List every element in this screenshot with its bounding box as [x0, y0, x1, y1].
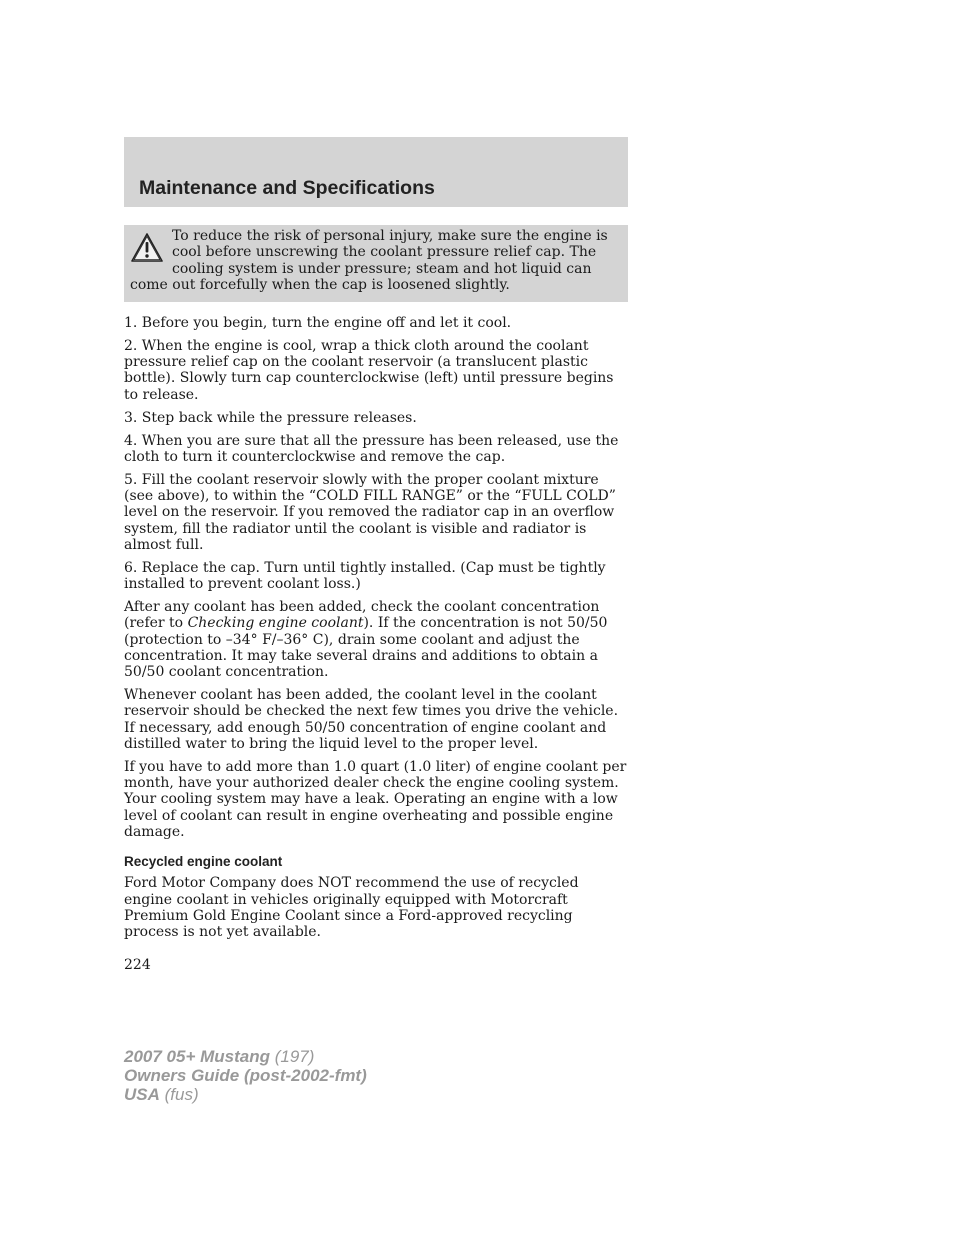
- recycled-coolant-paragraph: Ford Motor Company does NOT recommend the use of recycled engine coolant in vehicles originally equipped with Motorcraft Premium Gold Engine Coolant since a Ford-approved recycling process is not yet available.: [124, 875, 579, 941]
- step-4: 4. When you are sure that all the pressure has been released, use the cloth to turn it counterclockwise and remove the cap.: [124, 432, 619, 465]
- section-header: [124, 137, 628, 207]
- step-6: 6. Replace the cap. Turn until tightly installed. (Cap must be tightly installed to prevent coolant loss.): [124, 559, 606, 593]
- warning-triangle-icon: [130, 231, 164, 265]
- footer-line-1: [124, 1047, 367, 1066]
- concentration-paragraph: [124, 599, 630, 680]
- warning-box: [124, 225, 628, 302]
- document-footer: [124, 1047, 367, 1104]
- page-number: 224: [124, 956, 151, 973]
- step-3: 3. Step back while the pressure releases.: [124, 409, 417, 426]
- step-2: 2. When the engine is cool, wrap a thick cloth around the coolant pressure relief cap on the coolant reservoir (a translucent plastic bottle). Slowly turn cap counterclockwise (left) until pressure begins to release.: [124, 337, 614, 403]
- footer-market: USA: [124, 1085, 160, 1104]
- checking-coolant-reference: Checking engine coolant: [187, 615, 364, 632]
- footer-model-code: (197): [270, 1047, 315, 1066]
- body-content: [124, 315, 630, 973]
- coolant-leak-paragraph: If you have to add more than 1.0 quart (1.0 liter) of engine coolant per month, have your authorized dealer check the engine cooling system. Your cooling system may have a leak. Operating an engine with a low level of coolant can result in engine overheating and possible engine damage.: [124, 758, 627, 841]
- concentration-text-start: After any coolant has been added, check the coolant concentration (refer to: [124, 599, 600, 632]
- step-1: 1. Before you begin, turn the engine off and let it cool.: [124, 315, 512, 331]
- footer-guide: Owners Guide (post-2002-fmt): [124, 1066, 367, 1085]
- step-5: 5. Fill the coolant reservoir slowly with the proper coolant mixture (see above), to within the “COLD FILL RANGE” or the “FULL COLD” level on the reservoir. If you removed the radiator cap in an overflow system, fill the radiator until the coolant is visible and radiator is almost full.: [124, 471, 616, 553]
- warning-text: To reduce the risk of personal injury, make sure the engine is cool before unscrewing the coolant pressure relief cap. The cooling system is under pressure; steam and hot liquid can come out forcefully when the cap is loosened slightly.: [130, 228, 608, 293]
- footer-market-code: (fus): [159, 1085, 199, 1104]
- footer-model: 2007 05+ Mustang: [124, 1047, 270, 1066]
- concentration-text-end: ). If the concentration is not 50/50 (protection to –34° F/–36° C), drain some coolant and adjust the concentration. It may take several drains and additions to obtain a 50/50 coolant concentration.: [124, 615, 608, 681]
- footer-line-2: [124, 1066, 367, 1085]
- recycled-coolant-heading: Recycled engine coolant: [124, 854, 283, 870]
- coolant-level-paragraph: Whenever coolant has been added, the coolant level in the coolant reservoir should be checked the next few times you drive the vehicle. If necessary, add enough 50/50 concentration of engine coolant and distilled water to bring the liquid level to the proper level.: [124, 687, 619, 752]
- section-title: Maintenance and Specifications: [139, 177, 435, 199]
- footer-line-3: [124, 1085, 367, 1104]
